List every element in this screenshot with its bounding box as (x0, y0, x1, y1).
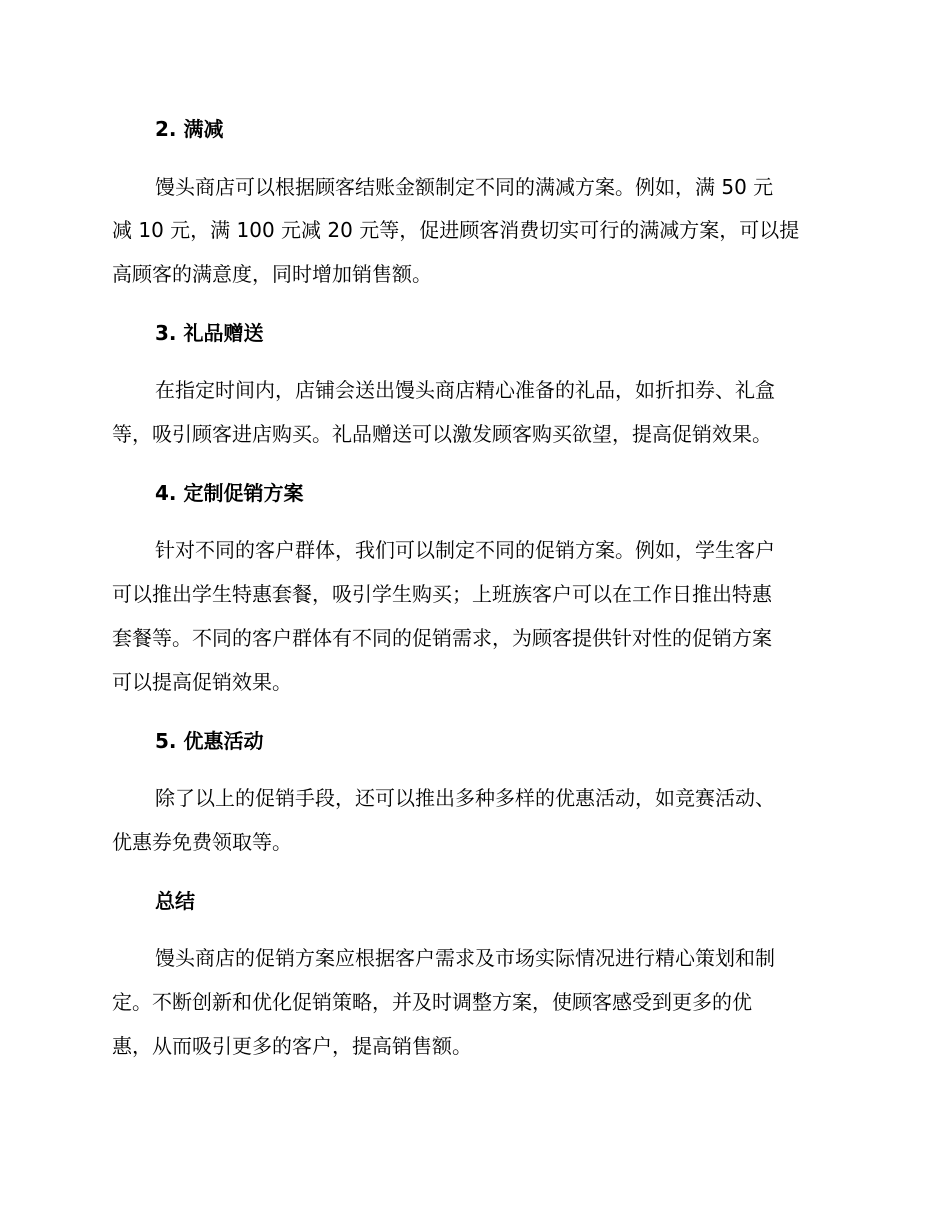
section-heading-summary: 总结 (155, 889, 195, 913)
section-heading-discount: 2. 满减 (155, 117, 224, 141)
paragraph-line: 优惠券免费领取等。 (112, 830, 292, 854)
paragraph-line: 馒头商店的促销方案应根据客户需求及市场实际情况进行精心策划和制 (155, 946, 775, 970)
section-heading-gifts: 3. 礼品赠送 (155, 321, 264, 345)
paragraph-line: 馒头商店可以根据顾客结账金额制定不同的满减方案。例如，满 50 元 (155, 175, 774, 199)
paragraph-line: 减 10 元，满 100 元减 20 元等，促进顾客消费切实可行的满减方案，可以提 (112, 218, 800, 242)
paragraph-line: 可以推出学生特惠套餐，吸引学生购买；上班族客户可以在工作日推出特惠 (112, 582, 772, 606)
paragraph-line: 等，吸引顾客进店购买。礼品赠送可以激发顾客购买欲望，提高促销效果。 (112, 422, 772, 446)
paragraph-line: 惠，从而吸引更多的客户，提高销售额。 (112, 1034, 472, 1058)
paragraph-line: 定。不断创新和优化促销策略，并及时调整方案，使顾客感受到更多的优 (112, 990, 752, 1014)
paragraph-line: 套餐等。不同的客户群体有不同的促销需求，为顾客提供针对性的促销方案 (112, 626, 772, 650)
section-heading-offers: 5. 优惠活动 (155, 729, 264, 753)
paragraph-line: 针对不同的客户群体，我们可以制定不同的促销方案。例如，学生客户 (155, 538, 775, 562)
paragraph-line: 高顾客的满意度，同时增加销售额。 (112, 262, 432, 286)
paragraph-line: 可以提高促销效果。 (112, 670, 292, 694)
section-heading-custom-promotion: 4. 定制促销方案 (155, 481, 304, 505)
paragraph-line: 除了以上的促销手段，还可以推出多种多样的优惠活动，如竞赛活动、 (155, 786, 775, 810)
paragraph-line: 在指定时间内，店铺会送出馒头商店精心准备的礼品，如折扣券、礼盒 (155, 378, 775, 402)
